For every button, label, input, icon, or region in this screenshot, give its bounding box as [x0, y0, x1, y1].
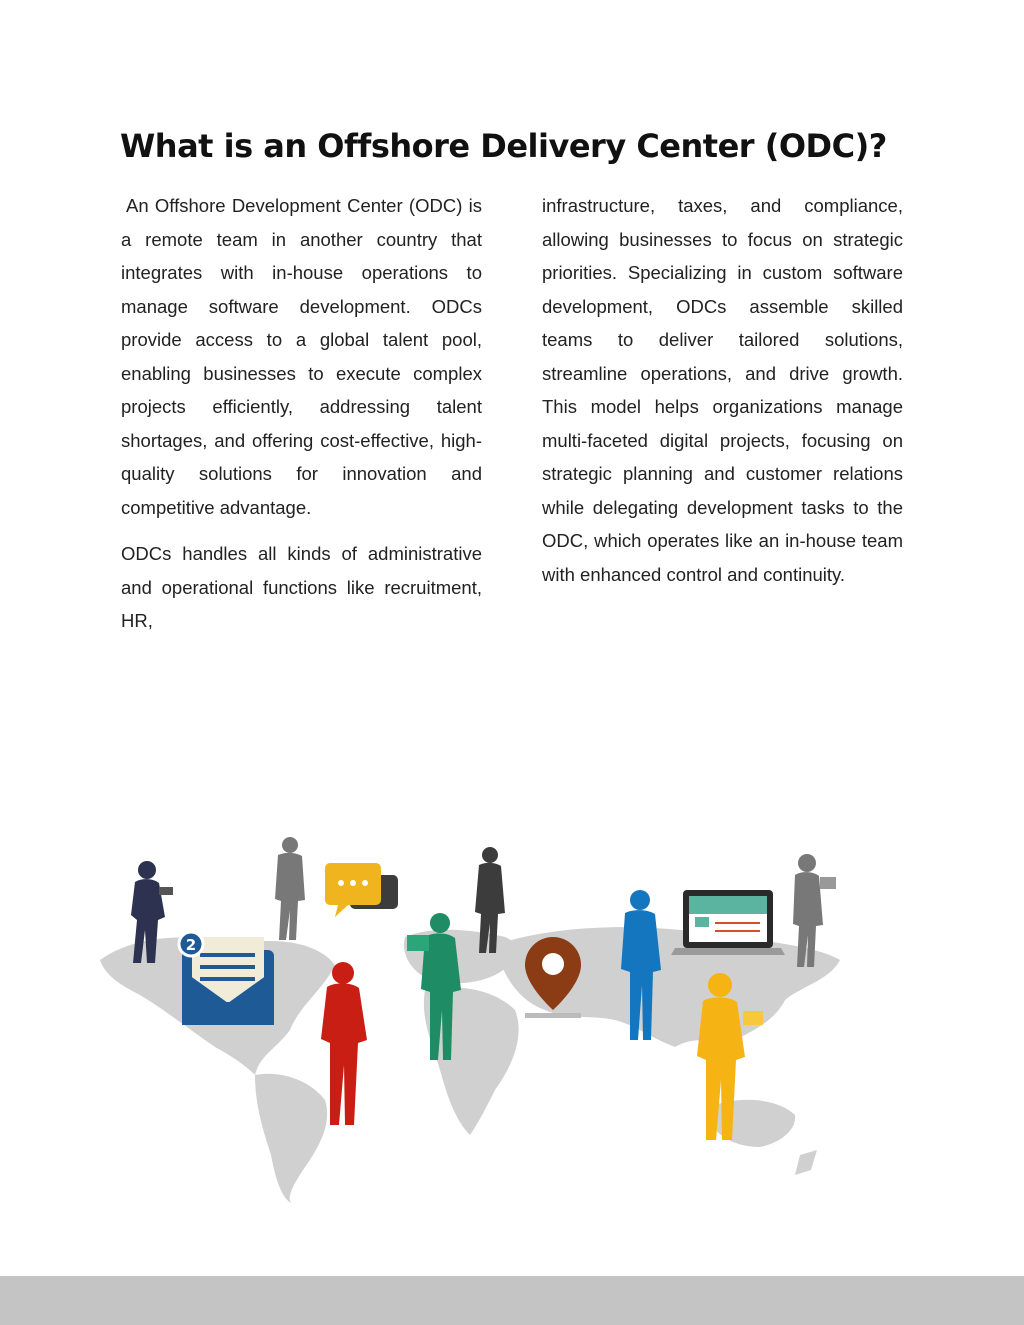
chat-bubble-icon — [325, 863, 398, 917]
global-team-illustration — [95, 825, 855, 1210]
person-tablet-grey — [793, 854, 836, 967]
person-phone-red — [321, 962, 367, 1125]
mail-icon — [179, 932, 274, 1025]
left-column — [121, 189, 482, 638]
footer-band — [0, 1276, 1024, 1325]
person-phone-grey — [275, 837, 305, 940]
right-column — [542, 189, 903, 591]
intro-paragraph: An Offshore Development Center (ODC) is a remote team in another country that integrates with in-house operations to manage software development. ODCs provide access to a global talent pool, enabling businesses to execute complex projects efficiently, addressing talent shortages, and offering cost-effective, high-quality solutions for innovation and competitive advantage. — [121, 195, 482, 518]
mail-badge-count: 2 — [185, 936, 197, 954]
continuation-paragraph: infrastructure, taxes, and compliance, allowing businesses to focus on strategic priorities. Specializing in custom software development, ODCs assemble skilled teams to deliver tailored solutions, streamline operations, and drive growth. This model helps organizations manage multi-faceted digital projects, focusing on strategic planning and customer relations while delegating development tasks to the ODC, which operates like an in-house team with enhanced control and continuity. — [542, 195, 903, 585]
page-title: What is an Offshore Delivery Center (ODC)? — [120, 127, 887, 165]
functions-paragraph: ODCs handles all kinds of administrative and operational functions like recruitment, HR, — [121, 543, 482, 631]
laptop-icon — [671, 890, 785, 955]
